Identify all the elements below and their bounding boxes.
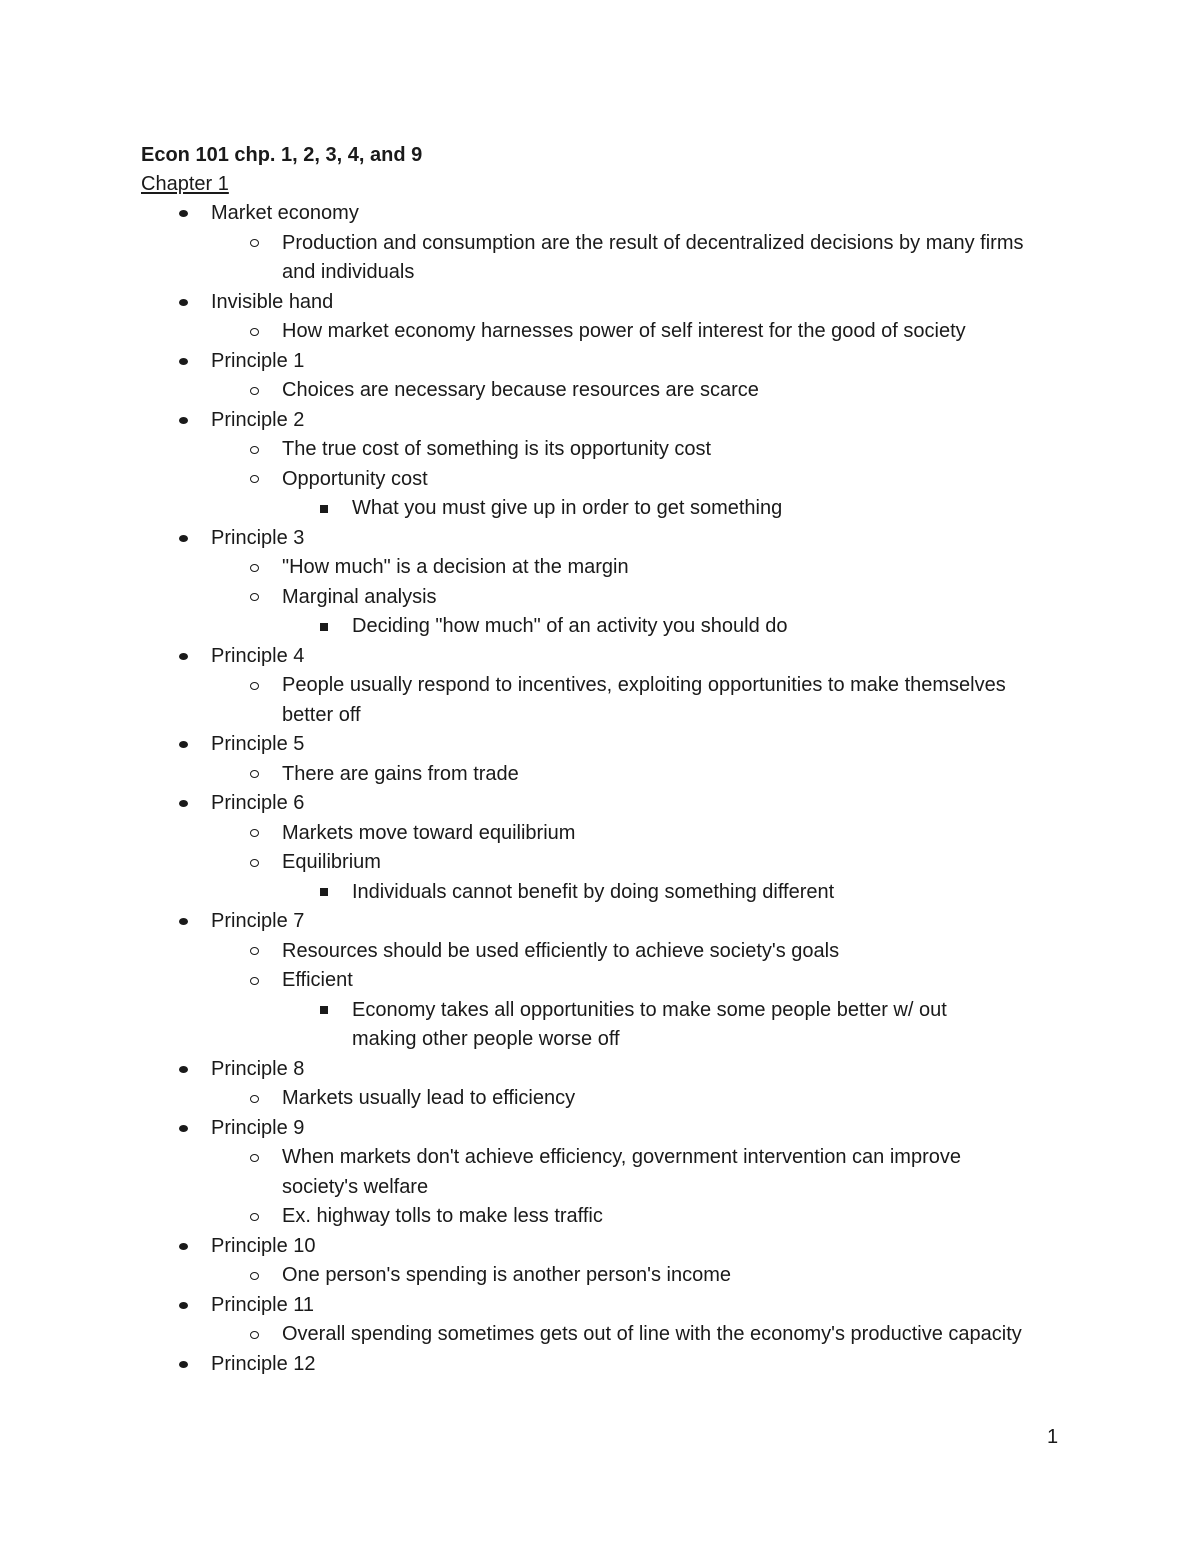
bullet-circle-icon <box>247 1143 261 1173</box>
bullet-circle-icon <box>247 1320 261 1350</box>
outline-item-level-1 <box>0 1055 1200 1085</box>
outline-item-text: Markets usually lead to efficiency <box>282 1087 576 1109</box>
outline-item-text: Economy takes all opportunities to make some people better w/ out making other people worse off <box>352 998 947 1050</box>
outline-item-level-1 <box>0 199 1200 229</box>
outline-item-level-1 <box>0 789 1200 819</box>
bullet-dot-icon <box>176 1114 190 1144</box>
outline-item-text: People usually respond to incentives, exploiting opportunities to make themselves better off <box>282 674 1006 726</box>
outline-item-level-1 <box>0 347 1200 377</box>
outline-item-level-1 <box>0 406 1200 436</box>
outline-item-level-1 <box>0 642 1200 672</box>
outline-item-text: How market economy harnesses power of self interest for the good of society <box>282 320 966 342</box>
outline-item-text: Equilibrium <box>282 851 381 873</box>
bullet-dot-icon <box>176 1291 190 1321</box>
outline-item-text: Choices are necessary because resources are scarce <box>282 379 759 401</box>
outline-item-level-3 <box>0 878 1200 908</box>
outline-item-text: Principle 5 <box>211 733 305 755</box>
bullet-circle-icon <box>247 553 261 583</box>
outline-item-text: Opportunity cost <box>282 467 428 490</box>
bullet-dot-icon <box>176 347 190 377</box>
outline-item-text: Principle 8 <box>211 1057 305 1080</box>
outline-item-text: What you must give up in order to get something <box>352 497 783 519</box>
outline-item-text: Marginal analysis <box>282 585 437 608</box>
outline-item-text: Principle 11 <box>211 1293 315 1316</box>
page-number: 1 <box>1047 1426 1059 1448</box>
outline-item-level-1 <box>0 1114 1200 1144</box>
bullet-dot-icon <box>176 907 190 937</box>
bullet-circle-icon <box>247 376 261 406</box>
bullet-square-icon <box>317 612 331 642</box>
outline-item-level-3 <box>0 996 1200 1055</box>
outline-item-level-1 <box>0 1291 1200 1321</box>
outline-item-level-2 <box>0 937 1200 967</box>
bullet-circle-icon <box>247 465 261 495</box>
outline-item-level-2 <box>0 317 1200 347</box>
bullet-circle-icon <box>247 1084 261 1114</box>
bullet-circle-icon <box>247 848 261 878</box>
outline-item-text: Principle 1 <box>211 349 305 372</box>
bullet-square-icon <box>317 878 331 908</box>
outline-item-level-1 <box>0 288 1200 318</box>
outline-item-level-2 <box>0 1143 1200 1202</box>
outline-item-level-2 <box>0 553 1200 583</box>
bullet-circle-icon <box>247 966 261 996</box>
bullet-dot-icon <box>176 406 190 436</box>
bullet-circle-icon <box>247 819 261 849</box>
outline-item-text: When markets don't achieve efficiency, government intervention can improve society's welfare <box>282 1146 961 1198</box>
bullet-circle-icon <box>247 760 261 790</box>
outline-item-level-2 <box>0 465 1200 495</box>
outline-item-text: The true cost of something is its opportunity cost <box>282 438 712 460</box>
bullet-circle-icon <box>247 583 261 613</box>
bullet-dot-icon <box>176 1350 190 1380</box>
outline-item-level-1 <box>0 730 1200 760</box>
outline-item-level-2 <box>0 1084 1200 1114</box>
outline-item-text: "How much" is a decision at the margin <box>282 556 629 578</box>
outline-item-text: Production and consumption are the result of decentralized decisions by many firms and individuals <box>282 231 1024 283</box>
outline-item-text: Principle 9 <box>211 1116 305 1139</box>
outline-item-text: Principle 3 <box>211 526 305 549</box>
bullet-circle-icon <box>247 937 261 967</box>
outline-item-level-2 <box>0 760 1200 790</box>
outline-item-text: Principle 6 <box>211 792 305 814</box>
bullet-circle-icon <box>247 435 261 465</box>
outline-item-text: Invisible hand <box>211 290 334 313</box>
outline-item-level-1 <box>0 907 1200 937</box>
bullet-dot-icon <box>176 288 190 318</box>
bullet-dot-icon <box>176 730 190 760</box>
outline-item-text: Principle 10 <box>211 1234 316 1257</box>
outline-item-level-1 <box>0 524 1200 554</box>
bullet-square-icon <box>317 494 331 524</box>
outline-item-text: Markets move toward equilibrium <box>282 821 576 844</box>
bullet-circle-icon <box>247 1261 261 1291</box>
bullet-circle-icon <box>247 1202 261 1232</box>
outline-item-text: Individuals cannot benefit by doing something different <box>352 880 835 903</box>
outline-item-text: There are gains from trade <box>282 762 519 785</box>
outline-item-level-3 <box>0 612 1200 642</box>
outline-item-level-2 <box>0 1320 1200 1350</box>
outline-item-text: Principle 2 <box>211 408 305 431</box>
outline-item-level-2 <box>0 966 1200 996</box>
outline-item-text: Resources should be used efficiently to achieve society's goals <box>282 939 840 962</box>
chapter-heading: Chapter 1 <box>141 173 229 195</box>
outline-item-level-2 <box>0 229 1200 288</box>
outline-item-text: Principle 12 <box>211 1352 316 1375</box>
bullet-dot-icon <box>176 524 190 554</box>
outline-item-level-2 <box>0 819 1200 849</box>
outline-item-level-1 <box>0 1350 1200 1380</box>
outline-item-level-2 <box>0 848 1200 878</box>
outline-item-level-2 <box>0 1261 1200 1291</box>
outline-item-level-1 <box>0 1232 1200 1262</box>
outline-item-text: Principle 4 <box>211 644 305 667</box>
bullet-circle-icon <box>247 671 261 701</box>
bullet-dot-icon <box>176 1232 190 1262</box>
bullet-dot-icon <box>176 199 190 229</box>
outline-item-text: Efficient <box>282 969 353 991</box>
outline-item-level-3 <box>0 494 1200 524</box>
notes-outline <box>0 199 1200 1379</box>
bullet-dot-icon <box>176 642 190 672</box>
bullet-square-icon <box>317 996 331 1026</box>
outline-item-level-2 <box>0 376 1200 406</box>
outline-item-text: One person's spending is another person's income <box>282 1264 732 1286</box>
bullet-circle-icon <box>247 229 261 259</box>
bullet-circle-icon <box>247 317 261 347</box>
outline-item-text: Principle 7 <box>211 910 305 932</box>
outline-item-level-2 <box>0 583 1200 613</box>
outline-item-text: Deciding "how much" of an activity you should do <box>352 615 788 637</box>
outline-item-text: Market economy <box>211 202 359 224</box>
outline-item-text: Ex. highway tolls to make less traffic <box>282 1205 603 1227</box>
outline-item-level-2 <box>0 435 1200 465</box>
outline-item-text: Overall spending sometimes gets out of line with the economy's productive capacity <box>282 1323 1022 1345</box>
outline-item-level-2 <box>0 1202 1200 1232</box>
bullet-dot-icon <box>176 1055 190 1085</box>
bullet-dot-icon <box>176 789 190 819</box>
outline-item-level-2 <box>0 671 1200 730</box>
document-title: Econ 101 chp. 1, 2, 3, 4, and 9 <box>141 144 423 166</box>
